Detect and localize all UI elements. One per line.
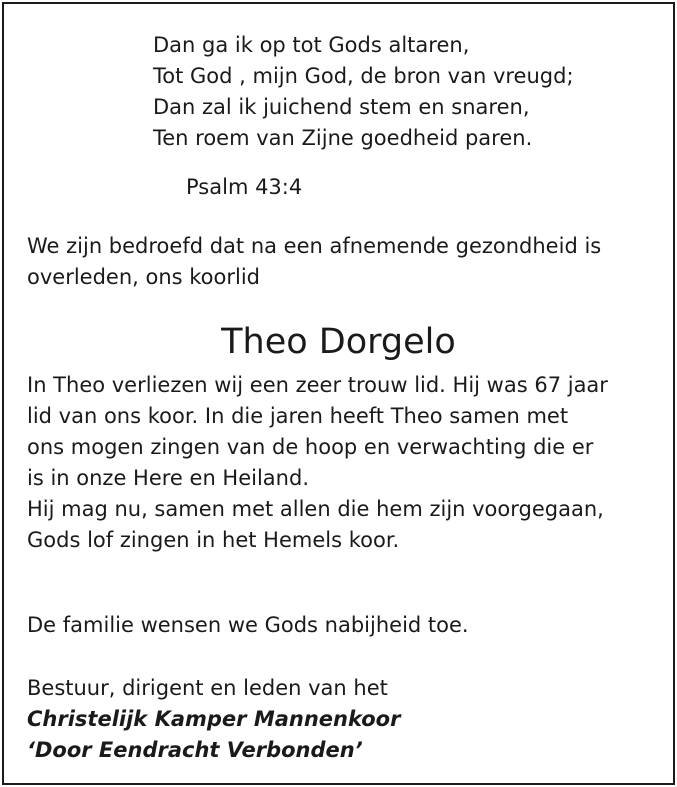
verse-line: Tot God , mijn God, de bron van vreugd; <box>153 64 574 88</box>
choir-name: Christelijk Kamper Mannenkoor <box>27 707 401 731</box>
deceased-name: Theo Dorgelo <box>221 322 456 362</box>
tribute-line: Gods lof zingen in het Hemels koor. <box>27 528 400 552</box>
verse-line: Ten roem van Zijne goedheid paren. <box>153 126 533 150</box>
tribute-text <box>27 370 667 556</box>
tribute-line: In Theo verliezen wij een zeer trouw lid. Hij was 67 jaar <box>27 373 608 397</box>
tribute-line: is in onze Here en Heiland. <box>27 466 309 490</box>
verse-reference: Psalm 43:4 <box>186 175 303 199</box>
signoff-from: Bestuur, dirigent en leden van het <box>27 676 388 700</box>
psalm-verse <box>153 30 574 154</box>
verse-line: Dan zal ik juichend stem en snaren, <box>153 95 530 119</box>
choir-motto: ‘Door Eendracht Verbonden’ <box>27 738 363 762</box>
verse-line: Dan ga ik op tot Gods altaren, <box>153 33 470 57</box>
intro-text: We zijn bedroefd dat na een afnemende gezondheid is overleden, ons koorlid <box>27 234 602 289</box>
tribute-line: lid van ons koor. In die jaren heeft Theo samen met <box>27 404 569 428</box>
tribute-line: Hij mag nu, samen met allen die hem zijn voorgegaan, <box>27 497 604 521</box>
tribute-line: ons mogen zingen van de hoop en verwachting die er <box>27 435 594 459</box>
signoff <box>27 673 400 766</box>
family-wish: De familie wensen we Gods nabijheid toe. <box>27 613 469 637</box>
